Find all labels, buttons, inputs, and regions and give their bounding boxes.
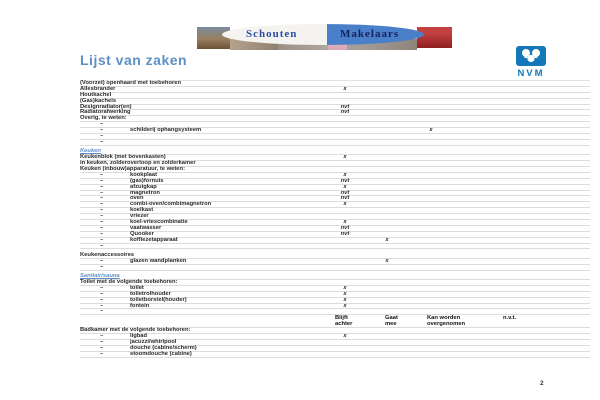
table-row [80,352,590,358]
item-label: Toilet met de volgende toebehoren: [80,279,178,285]
dash-bullet: – [100,189,104,196]
dash-bullet: – [100,218,104,225]
dash-bullet: – [100,183,104,190]
table-row [80,265,590,271]
item-label: toiletborstel(houder) [130,296,187,303]
mark-blijft: x [343,183,347,190]
header-photo [417,27,452,48]
dash-bullet: – [100,171,104,178]
dash-bullet: – [100,138,104,145]
dash-bullet: – [100,195,104,202]
dash-bullet: – [100,224,104,231]
dash-bullet: – [100,236,104,243]
agency-logo-right-text: Makelaars [340,28,400,40]
dash-bullet: – [100,133,104,140]
dash-bullet: – [100,127,104,134]
column-header-gaat: Gaat mee [385,315,398,327]
mark-gaat: x [385,257,389,264]
item-label: koel-vriescombinatie [130,218,188,225]
agency-logo [222,24,424,45]
dash-bullet: – [100,284,104,291]
item-label: (gas)fornuis [130,177,164,184]
column-header-kan: Kan worden overgenomen [427,315,466,327]
item-label: koelkast [130,207,154,214]
item-label: Keuken (inbouw)apparatuur, te weten: [80,165,185,172]
item-label: glazen wandplanken [130,257,187,264]
mark-blijft: nvt [340,109,350,116]
dash-bullet: – [100,308,104,315]
item-label: magnetron [130,189,160,196]
item-label: (Gas)kachels [80,97,117,104]
mark-blijft: x [343,333,347,340]
item-label: vriezer [130,213,149,220]
mark-blijft: nvt [340,177,350,184]
nvm-logo-icon [514,46,548,83]
dash-bullet: – [100,207,104,214]
item-label: douche (cabine/scherm) [130,345,197,352]
item-label: vaatwasser [130,224,162,231]
mark-blijft: x [343,218,347,225]
dash-bullet: – [100,201,104,208]
mark-blijft: x [343,296,347,303]
mark-blijft: nvt [340,103,350,110]
mark-blijft: x [343,302,347,309]
dash-bullet: – [100,242,104,249]
dash-bullet: – [100,333,104,340]
dash-bullet: – [100,345,104,352]
item-label: Houtkachel [80,91,112,98]
header-photo [197,27,230,49]
agency-logo-left-text: Schouten [246,28,298,40]
item-label: fontein [130,302,150,309]
mark-blijft: x [343,290,347,297]
dash-bullet: – [100,296,104,303]
item-label: stoomdouche (cabine) [130,350,192,357]
item-label: kookplaat [130,171,158,178]
dash-bullet: – [100,257,104,264]
nvm-logo-text: NVM [517,68,545,78]
section-title: Keuken [80,148,101,155]
dash-bullet: – [100,290,104,297]
mark-gaat: x [385,236,389,243]
dash-bullet: – [100,263,104,270]
column-header-blijft: Blijft achter [335,315,353,327]
dash-bullet: – [100,177,104,184]
dash-bullet: – [100,121,104,128]
page-number: 2 [540,380,544,387]
column-header-nvt: n.v.t. [503,315,517,322]
item-label: Allesbrander [80,85,116,92]
item-label: Radiatorafwerking [80,109,131,116]
item-label: afzuigkap [130,183,157,190]
item-label: (Voorzet) openhaard met toebehoren [80,80,182,86]
item-label: toilet [130,284,144,291]
page-title: Lijst van zaken [80,52,188,68]
item-label: jacuzzi/whirlpool [130,339,177,346]
dash-bullet: – [100,302,104,309]
table-row [80,244,590,250]
item-label: Overig, te weten: [80,115,127,122]
item-label: Keukenaccessoires [80,251,135,258]
dash-bullet: – [100,350,104,357]
item-label: toiletrolhouder [130,290,171,297]
item-label: Badkamer met de volgende toebehoren: [80,327,191,334]
mark-blijft: x [343,85,347,92]
item-label: in keuken, zolderoverloop en zolderkamer [80,160,196,167]
dash-bullet: – [100,230,104,237]
mark-blijft: nvt [340,224,350,231]
mark-blijft: x [343,171,347,178]
items-table [80,80,590,358]
item-label: oven [130,195,144,202]
item-label: Quooker [130,230,154,237]
item-label: ligbad [130,333,148,340]
item-label: koffiezetapparaat [130,236,178,243]
mark-blijft: nvt [340,195,350,202]
mark-blijft: nvt [340,189,350,196]
item-label: Designradiator(en) [80,103,132,110]
dash-bullet: – [100,339,104,346]
section-title: Sanitair/sauna [80,273,120,280]
mark-blijft: x [343,154,347,161]
table-row [80,140,590,146]
item-label: combi-oven/combimagnetron [130,201,212,208]
item-label: schilderij ophangsysteem [130,127,202,134]
dash-bullet: – [100,213,104,220]
mark-blijft: x [343,201,347,208]
mark-blijft: nvt [340,230,350,237]
mark-kan: x [429,127,433,134]
mark-blijft: x [343,284,347,291]
item-label: Keukenblok (met bovenkasten) [80,154,166,161]
